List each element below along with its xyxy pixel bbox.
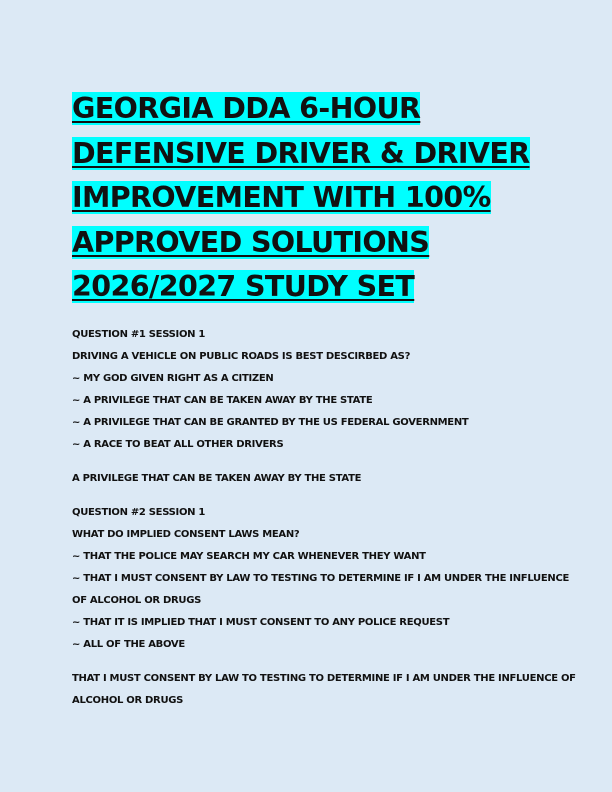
title-line: GEORGIA DDA 6-HOUR	[72, 92, 421, 125]
answer-option-continued: OF ALCOHOL OR DRUGS	[72, 594, 202, 606]
title-line: 2026/2027 STUDY SET	[72, 270, 415, 303]
title-line: DEFENSIVE DRIVER & DRIVER	[72, 136, 530, 170]
correct-answer-line: THAT I MUST CONSENT BY LAW TO TESTING TO DETERMINE IF I AM UNDER THE INFLUENCE OF	[72, 672, 576, 684]
correct-answer-line: ALCOHOL OR DRUGS	[72, 694, 184, 706]
answer-option: ~ ALL OF THE ABOVE	[72, 638, 185, 650]
correct-answer	[72, 668, 576, 712]
answer-option: ~ THAT THE POLICE MAY SEARCH MY CAR WHENEVER THEY WANT	[72, 550, 426, 562]
question-block-1	[72, 324, 548, 490]
answer-option: ~ THAT I MUST CONSENT BY LAW TO TESTING TO DETERMINE IF I AM UNDER THE INFLUENCE	[72, 572, 570, 584]
title-line: IMPROVEMENT WITH 100%	[72, 181, 491, 214]
document-title	[72, 87, 548, 310]
answer-option: ~ A RACE TO BEAT ALL OTHER DRIVERS	[72, 438, 284, 450]
question-block-2	[72, 502, 576, 712]
answer-option: ~ MY GOD GIVEN RIGHT AS A CITIZEN	[72, 372, 274, 384]
correct-answer	[72, 468, 548, 490]
question-prompt: DRIVING A VEHICLE ON PUBLIC ROADS IS BEST DESCIRBED AS?	[72, 350, 411, 362]
answer-option: ~ A PRIVILEGE THAT CAN BE TAKEN AWAY BY THE STATE	[72, 394, 373, 406]
title-line: APPROVED SOLUTIONS	[72, 225, 430, 259]
answer-option: ~ A PRIVILEGE THAT CAN BE GRANTED BY THE US FEDERAL GOVERNMENT	[72, 416, 469, 428]
question-header: QUESTION #1 SESSION 1	[72, 328, 206, 340]
correct-answer-line: A PRIVILEGE THAT CAN BE TAKEN AWAY BY THE STATE	[72, 472, 362, 484]
question-header: QUESTION #2 SESSION 1	[72, 506, 206, 518]
question-prompt: WHAT DO IMPLIED CONSENT LAWS MEAN?	[72, 528, 300, 540]
answer-option: ~ THAT IT IS IMPLIED THAT I MUST CONSENT TO ANY POLICE REQUEST	[72, 616, 450, 628]
